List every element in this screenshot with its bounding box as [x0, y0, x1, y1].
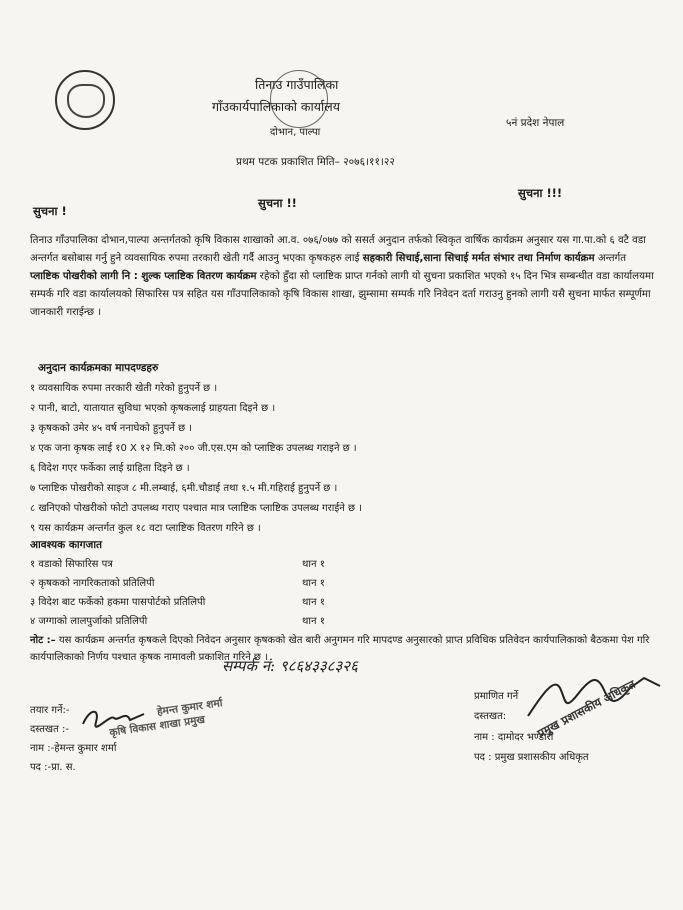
criteria-item: ६ विदेश गएर फर्केका लाई ग्राहिता दिइने छ ।: [30, 463, 190, 474]
notice-body: [30, 232, 655, 322]
left-stamp-name: हेमन्त कुमार शर्मा: [156, 697, 224, 719]
right-signed-label: दस्तखत:: [474, 711, 507, 722]
document-qty: थान १: [302, 597, 325, 608]
criteria-item: ७ प्लाष्टिक पोखरीको साइज ८ मी.लम्बाई, ६मी.चौडाई तथा १.५ मी.गहिराई हुनुपर्ने छ ।: [30, 483, 338, 494]
body-text-1: तिनाउ गाँउपालिका दोभान,पाल्पा अन्तर्गतको कृषि विकास शाखाको आ.व. ०७६/०७७ को ससर्त अनुदान तर्फको स्विकृत वार्षिक कार्यक्रम अनुसार यस गा.पा.को ६ वटै वडा अन्तर्गत बसोबास गर्नु हुने व्यवसायिक रुपमा तरकारी खेती गर्दै आउनु भएका कृषकहरु लाई: [30, 235, 646, 264]
left-official-stamp: [107, 696, 226, 740]
criteria-item: २ पानी, बाटो, यातायात सुविधा भएको कृषकलाई ग्राहयता दिइने छ ।: [30, 403, 276, 414]
note-label: नोट :–: [30, 635, 56, 646]
office-name: तिनाउ गाउँपालिका: [255, 77, 339, 92]
body-text-3: रहेको हुँदा सो प्लाष्टिक प्राप्त गर्नको लागी यो सुचना प्रकाशित भएको १५ दिन भित्र सम्बन्धीत वडा कार्यालयमा सम्पर्क गरि वडा कार्यालयको सिफारिस पत्र सहित यस गाँउपालिकाको कृषि विकास शाखा, झुम्सामा सम्पर्क गरि निवेदन दर्ता गराउनु हुनको लागी यसै सुचना मार्फत सम्पूर्णमा जानकारी गराईन्छ ।: [30, 271, 654, 318]
right-post: पद : प्रमुख प्रशासकीय अधिकृत: [474, 752, 589, 763]
note-text: यस कार्यक्रम अन्तर्गत कृषकले दिएको निवेदन अनुसार कृषकको खेत बारी अनुगमन गरि मापदण्ड अनुसारको प्राप्त प्रविधिक प्रतिवेदन कार्यपालिकाको बैठकमा पेश गरि कार्यपालिकाको निर्णय पश्चात कृषक नामावली प्रकाशित गरिने छ ।: [30, 635, 650, 663]
municipality-emblem-icon: [55, 70, 115, 130]
document-qty: थान १: [302, 578, 325, 589]
right-official-stamp: प्रमुख प्रशासकीय अधिकृत: [535, 676, 638, 741]
document-item: ३ विदेश बाट फर्केको हकमा पासपोर्टको प्रतिलिपी: [30, 597, 206, 608]
document-qty: थान १: [302, 559, 325, 570]
notice-title-3: सुचना !!!: [518, 186, 563, 200]
notice-title-1: सुचना !: [33, 204, 67, 218]
office-name-line2: गाँउकार्यपालिकाको कार्यालय: [212, 99, 340, 114]
left-post: पद :-प्रा. स.: [30, 762, 76, 773]
criteria-item: ३ कृषकको उमेर ४५ वर्ष ननाघेको हुनुपर्ने छ ।: [30, 423, 193, 434]
criteria-item: ९ यस कार्यक्रम अन्तर्गत कुल १८ वटा प्लाष्टिक वितरण गरिने छ ।: [30, 523, 261, 534]
program-name: सहकारी सिचाई,साना सिचाई मर्मत संभार तथा निर्माण कार्यक्रम: [362, 253, 595, 264]
right-name: नाम : दामोदर भण्डारी: [474, 732, 554, 743]
document-item: १ वडाको सिफारिस पत्र: [30, 559, 113, 570]
publication-date: प्रथम पटक प्रकाशित मिति– २०७६।११।२२: [236, 156, 395, 168]
prepared-by-label: तयार गर्ने:-: [30, 705, 70, 716]
office-place: दोभान, पाल्पा: [270, 127, 321, 138]
document-qty: थान १: [302, 616, 325, 627]
notice-title-2: सुचना !!: [258, 196, 297, 210]
contact-number: सम्पर्क नं: ९८६४३३८३२६: [222, 657, 358, 675]
left-name: नाम :-हेमन्त कुमार शर्मा: [30, 743, 117, 754]
left-signed-label: दस्तखत :-: [30, 724, 69, 735]
criteria-item: १ व्यवसायिक रुपमा तरकारी खेती गरेको हुनुपर्ने छ ।: [30, 383, 218, 394]
left-stamp-title: कृषि विकास शाखा प्रमुख: [108, 713, 206, 739]
province-label: ५नं प्रदेश नेपाल: [506, 117, 565, 129]
criteria-item: ४ एक जना कृषक लाई १0 X १२ मि.को २०० जी.एस.एम को प्लाष्टिक उपलब्ध गराइने छ ।: [30, 443, 357, 454]
document-item: २ कृषकको नागरिकताको प्रतिलिपी: [30, 578, 155, 589]
certified-by-label: प्रमाणित गर्ने: [474, 691, 519, 702]
criteria-heading: अनुदान कार्यक्रमका मापदण्डहरु: [38, 362, 159, 374]
distribution-program: प्लाष्टिक पोखरीको लागी नि : शुल्क प्लाष्टिक वितरण कार्यक्रम: [30, 271, 257, 282]
documents-heading: आवश्यक कागजात: [30, 539, 103, 551]
criteria-item: ८ खनिएको पोखरीको फोटो उपलब्ध गराए पश्चात मात्र प्लाष्टिक प्लाष्टिक उपलब्ध गराईने छ ।: [30, 503, 362, 514]
document-item: ४ जग्गाको लालपुर्जाको प्रतिलिपी: [30, 616, 148, 627]
body-text-2: अन्तर्गत: [597, 253, 627, 264]
